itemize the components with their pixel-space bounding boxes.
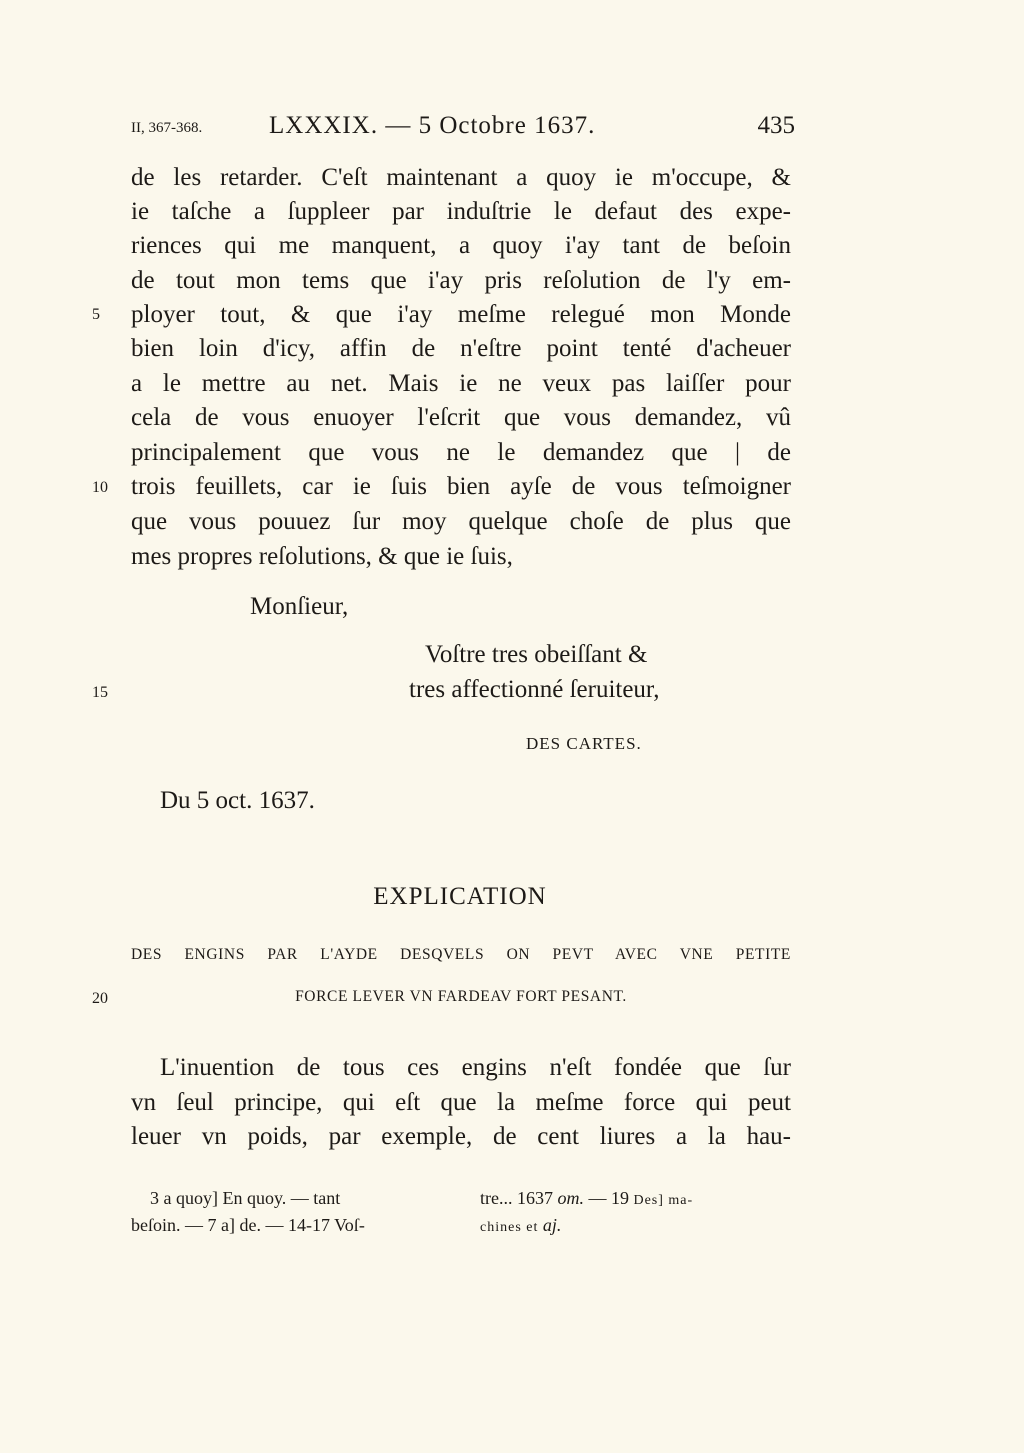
letter-line: ployer tout, & que i'ay meſme relegué mon Monde	[131, 301, 791, 328]
letter-line: trois feuillets, car ie ſuis bien ayſe de vous teſmoigner	[131, 473, 791, 500]
page-number: 435	[757, 112, 795, 139]
letter-date: Du 5 oct. 1637.	[160, 787, 315, 814]
footnote-line: beſoin. — 7 a] de. — 14-17 Voſ-	[131, 1215, 365, 1235]
closing-line: Voſtre tres obeiſſant &	[425, 641, 648, 668]
letter-line: mes propres reſolutions, & que ie ſuis,	[131, 543, 513, 570]
line-number: 10	[92, 479, 108, 496]
closing-line: tres affectionné ſeruiteur,	[409, 676, 660, 703]
section-title: EXPLICATION	[373, 883, 547, 910]
line-number: 20	[92, 990, 108, 1007]
body-line: vn ſeul principe, qui eſt que la meſme force qui peut	[131, 1089, 791, 1116]
footnote-addition: aj.	[542, 1215, 562, 1235]
letter-line: cela de vous enuoyer l'eſcrit que vous demandez, vû	[131, 404, 791, 431]
letter-line: a le mettre au net. Mais ie ne veux pas laiſſer pour	[131, 370, 791, 397]
section-subtitle: DES ENGINS PAR L'AYDE DESQVELS ON PEVT AVEC VNE PETITE	[131, 946, 791, 963]
letter-line: de tout mon tems que i'ay pris reſolution de l'y em-	[131, 267, 791, 294]
letter-line: ie taſche a ſuppleer par induſtrie le defaut des expe-	[131, 198, 791, 225]
letter-line: que vous pouuez ſur moy quelque choſe de plus que	[131, 508, 791, 535]
footnote-line: 3 a quoy] En quoy. — tant	[150, 1188, 341, 1208]
author-signature: DES CARTES.	[526, 734, 642, 753]
header-reference: II, 367-368.	[131, 120, 203, 136]
line-number: 15	[92, 684, 108, 701]
footnote-text: chines et	[480, 1220, 539, 1235]
body-line: leuer vn poids, par exemple, de cent liures a la hau-	[131, 1123, 791, 1150]
salutation: Monſieur,	[250, 593, 349, 620]
letter-line: principalement que vous ne le demandez que | de	[131, 439, 791, 466]
running-header	[131, 112, 795, 144]
body-line: L'inuention de tous ces engins n'eſt fondée que ſur	[160, 1054, 791, 1081]
footnote-text: tre... 1637	[480, 1188, 553, 1208]
footnote-text: Des]	[633, 1193, 664, 1208]
letter-line: bien loin d'icy, affin de n'eſtre point tenté d'acheuer	[131, 335, 791, 362]
footnote-line	[480, 1210, 561, 1243]
letter-line: de les retarder. C'eſt maintenant a quoy ie m'occupe, &	[131, 164, 791, 191]
footnote-text: — 19	[588, 1188, 629, 1208]
footnote-omission: om.	[557, 1188, 584, 1208]
header-title: LXXXIX. — 5 Octobre 1637.	[269, 112, 596, 139]
line-number: 5	[92, 306, 100, 323]
letter-line: riences qui me manquent, a quoy i'ay tant de beſoin	[131, 232, 791, 259]
section-subtitle: FORCE LEVER VN FARDEAV FORT PESANT.	[295, 988, 627, 1005]
footnote-text: ma-	[668, 1193, 694, 1208]
